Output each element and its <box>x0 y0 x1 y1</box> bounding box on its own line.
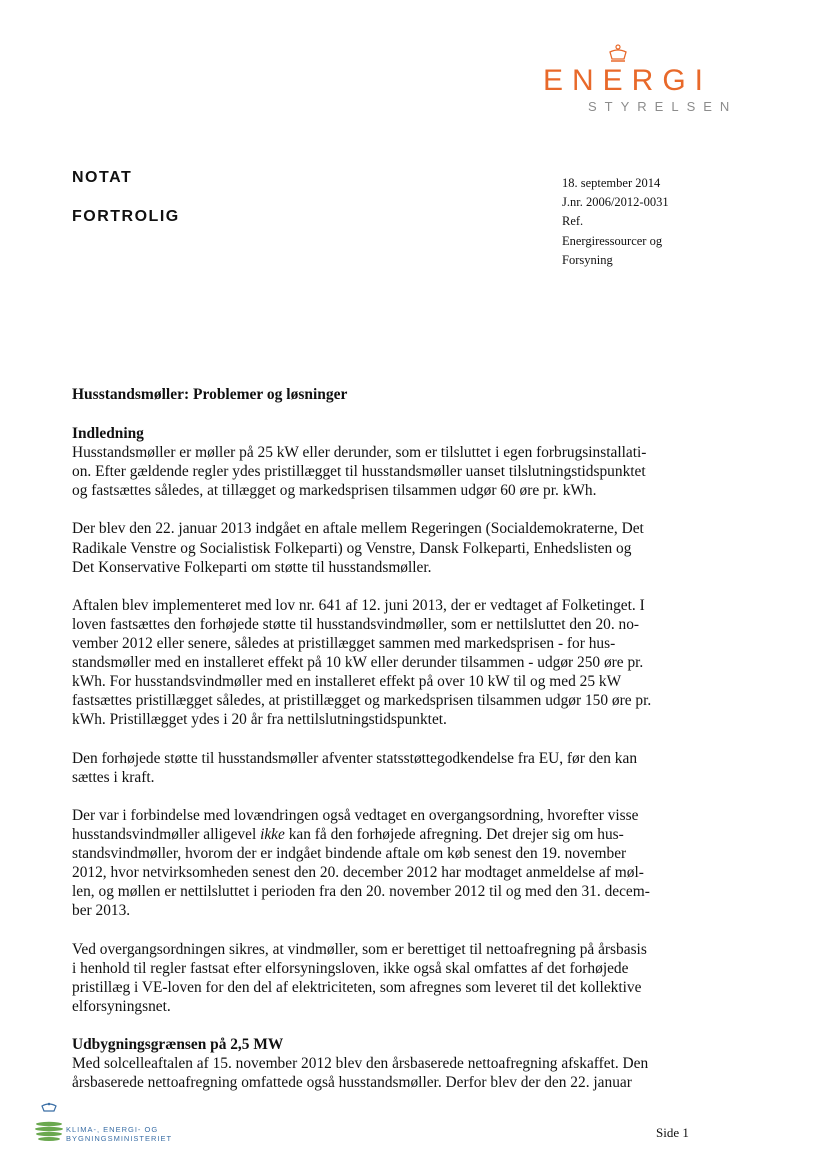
document-title: Husstandsmøller: Problemer og løsninger <box>72 386 348 403</box>
department-line-1: Energiressourcer og <box>562 233 663 248</box>
doc-type-label: NOTAT <box>72 169 133 186</box>
text-line: kWh. For husstandsvindmøller med en installeret effekt på over 10 kW til og med 25 kW <box>72 673 622 691</box>
text-line: pristillæg i VE-loven for den del af elektriciteten, som afregnes som leveret til det kollektive <box>72 978 642 996</box>
emphasis-text: ikke <box>260 825 285 843</box>
text-line: 2012, hvor netvirksomheden senest den 20. december 2012 har modtaget anmeldelse af møl- <box>72 864 644 882</box>
journal-number: J.nr. 2006/2012-0031 <box>562 195 669 210</box>
paragraph-6 <box>72 940 700 1016</box>
text-line: ber 2013. <box>72 902 131 920</box>
energistyrelsen-logo: ENERGI <box>543 64 713 97</box>
ministry-line-2: BYGNINGSMINISTERIET <box>66 1134 173 1143</box>
section-heading-intro: Indledning <box>72 425 144 442</box>
text-line: loven fastsættes den forhøjede støtte til husstandsvindmøller, som er nettilsluttet den 20. no- <box>72 615 640 633</box>
document-body <box>72 424 700 1111</box>
paragraph-5 <box>72 806 700 921</box>
text-line: fastsættes pristillægget således, at pristillægget og markedsprisen tilsammen udgør 150 øre pr. <box>72 692 652 710</box>
text-line: kWh. Pristillægget ydes i 20 år fra nettilslutningstidspunktet. <box>72 711 447 729</box>
text-line: vember 2012 eller senere, således at pristillægget sammen med markedsprisen - for hus- <box>72 635 616 653</box>
text-line: Det Konservative Folkeparti om støtte til husstandsmøller. <box>72 558 432 576</box>
text-line: standsvindmøller, hvorom der er indgået bindende aftale om køb senest den 19. november <box>72 845 627 863</box>
paragraph-7 <box>72 1054 700 1092</box>
text-line: on. Efter gældende regler ydes pristillægget til husstandsmøller uanset tilslutningstidspunktet <box>72 463 646 481</box>
ministry-name <box>66 1125 172 1143</box>
text-line: og fastsættes således, at tillægget og markedsprisen tilsammen udgør 60 øre pr. kWh. <box>72 482 597 500</box>
paragraph-4 <box>72 749 700 787</box>
text-line: Husstandsmøller er møller på 25 kW eller derunder, som er tilsluttet i egen forbrugsinstallati- <box>72 444 647 462</box>
ministry-logo-icon <box>32 1102 66 1148</box>
text-line: standsmøller med en installeret effekt på 10 kW eller derunder tilsammen - udgør 250 øre pr. <box>72 654 644 672</box>
text-segment: kan få den forhøjede afregning. Det drejer sig om hus- <box>284 825 624 843</box>
text-line: sættes i kraft. <box>72 768 155 786</box>
text-line: Ved overgangsordningen sikres, at vindmøller, som er berettiget til nettoafregning på årsbasis <box>72 940 647 958</box>
text-line: Aftalen blev implementeret med lov nr. 641 af 12. juni 2013, der er vedtaget af Folketinget. I <box>72 596 645 614</box>
text-line: Den forhøjede støtte til husstandsmøller afventer statsstøttegodkendelse fra EU, før den kan <box>72 749 638 767</box>
text-line: len, og møllen er nettilsluttet i perioden fra den 20. november 2012 til og med den 31. decem- <box>72 883 650 901</box>
date: 18. september 2014 <box>562 176 661 190</box>
section-heading-capacity: Udbygningsgrænsen på 2,5 MW <box>72 1036 284 1053</box>
reference-label: Ref. <box>562 214 584 229</box>
text-segment: husstandsvindmøller alligevel <box>72 825 261 843</box>
text-line: Der blev den 22. januar 2013 indgået en aftale mellem Regeringen (Socialdemokraterne, Det <box>72 520 644 538</box>
page-number: Side 1 <box>656 1125 689 1140</box>
text-line: i henhold til regler fastsat efter elforsyningsloven, ikke også skal omfattes af det forhøjede <box>72 959 629 977</box>
text-line: elforsyningsnet. <box>72 997 171 1015</box>
text-line: Radikale Venstre og Socialistisk Folkeparti) og Venstre, Dansk Folkeparti, Enhedslisten og <box>72 539 632 557</box>
ministry-line-1: KLIMA-, ENERGI- OG <box>66 1125 159 1134</box>
classification-label: FORTROLIG <box>72 208 180 225</box>
text-line: Med solcelleaftalen af 15. november 2012 blev den årsbaserede nettoafregning afskaffet. Den <box>72 1055 649 1073</box>
department-line-2: Forsyning <box>562 252 613 267</box>
text-line: Der var i forbindelse med lovændringen også vedtaget en overgangsordning, hvorefter visse <box>72 806 639 824</box>
paragraph-3 <box>72 596 700 730</box>
text-line: årsbaserede nettoafregning omfattede også husstandsmøller. Derfor blev der den 22. januar <box>72 1074 632 1092</box>
logo-subtitle: STYRELSEN <box>588 99 738 114</box>
crown-icon <box>607 44 629 64</box>
meta-block <box>562 174 669 270</box>
paragraph-1 <box>72 443 700 500</box>
text-line <box>72 825 700 844</box>
paragraph-2 <box>72 519 700 576</box>
